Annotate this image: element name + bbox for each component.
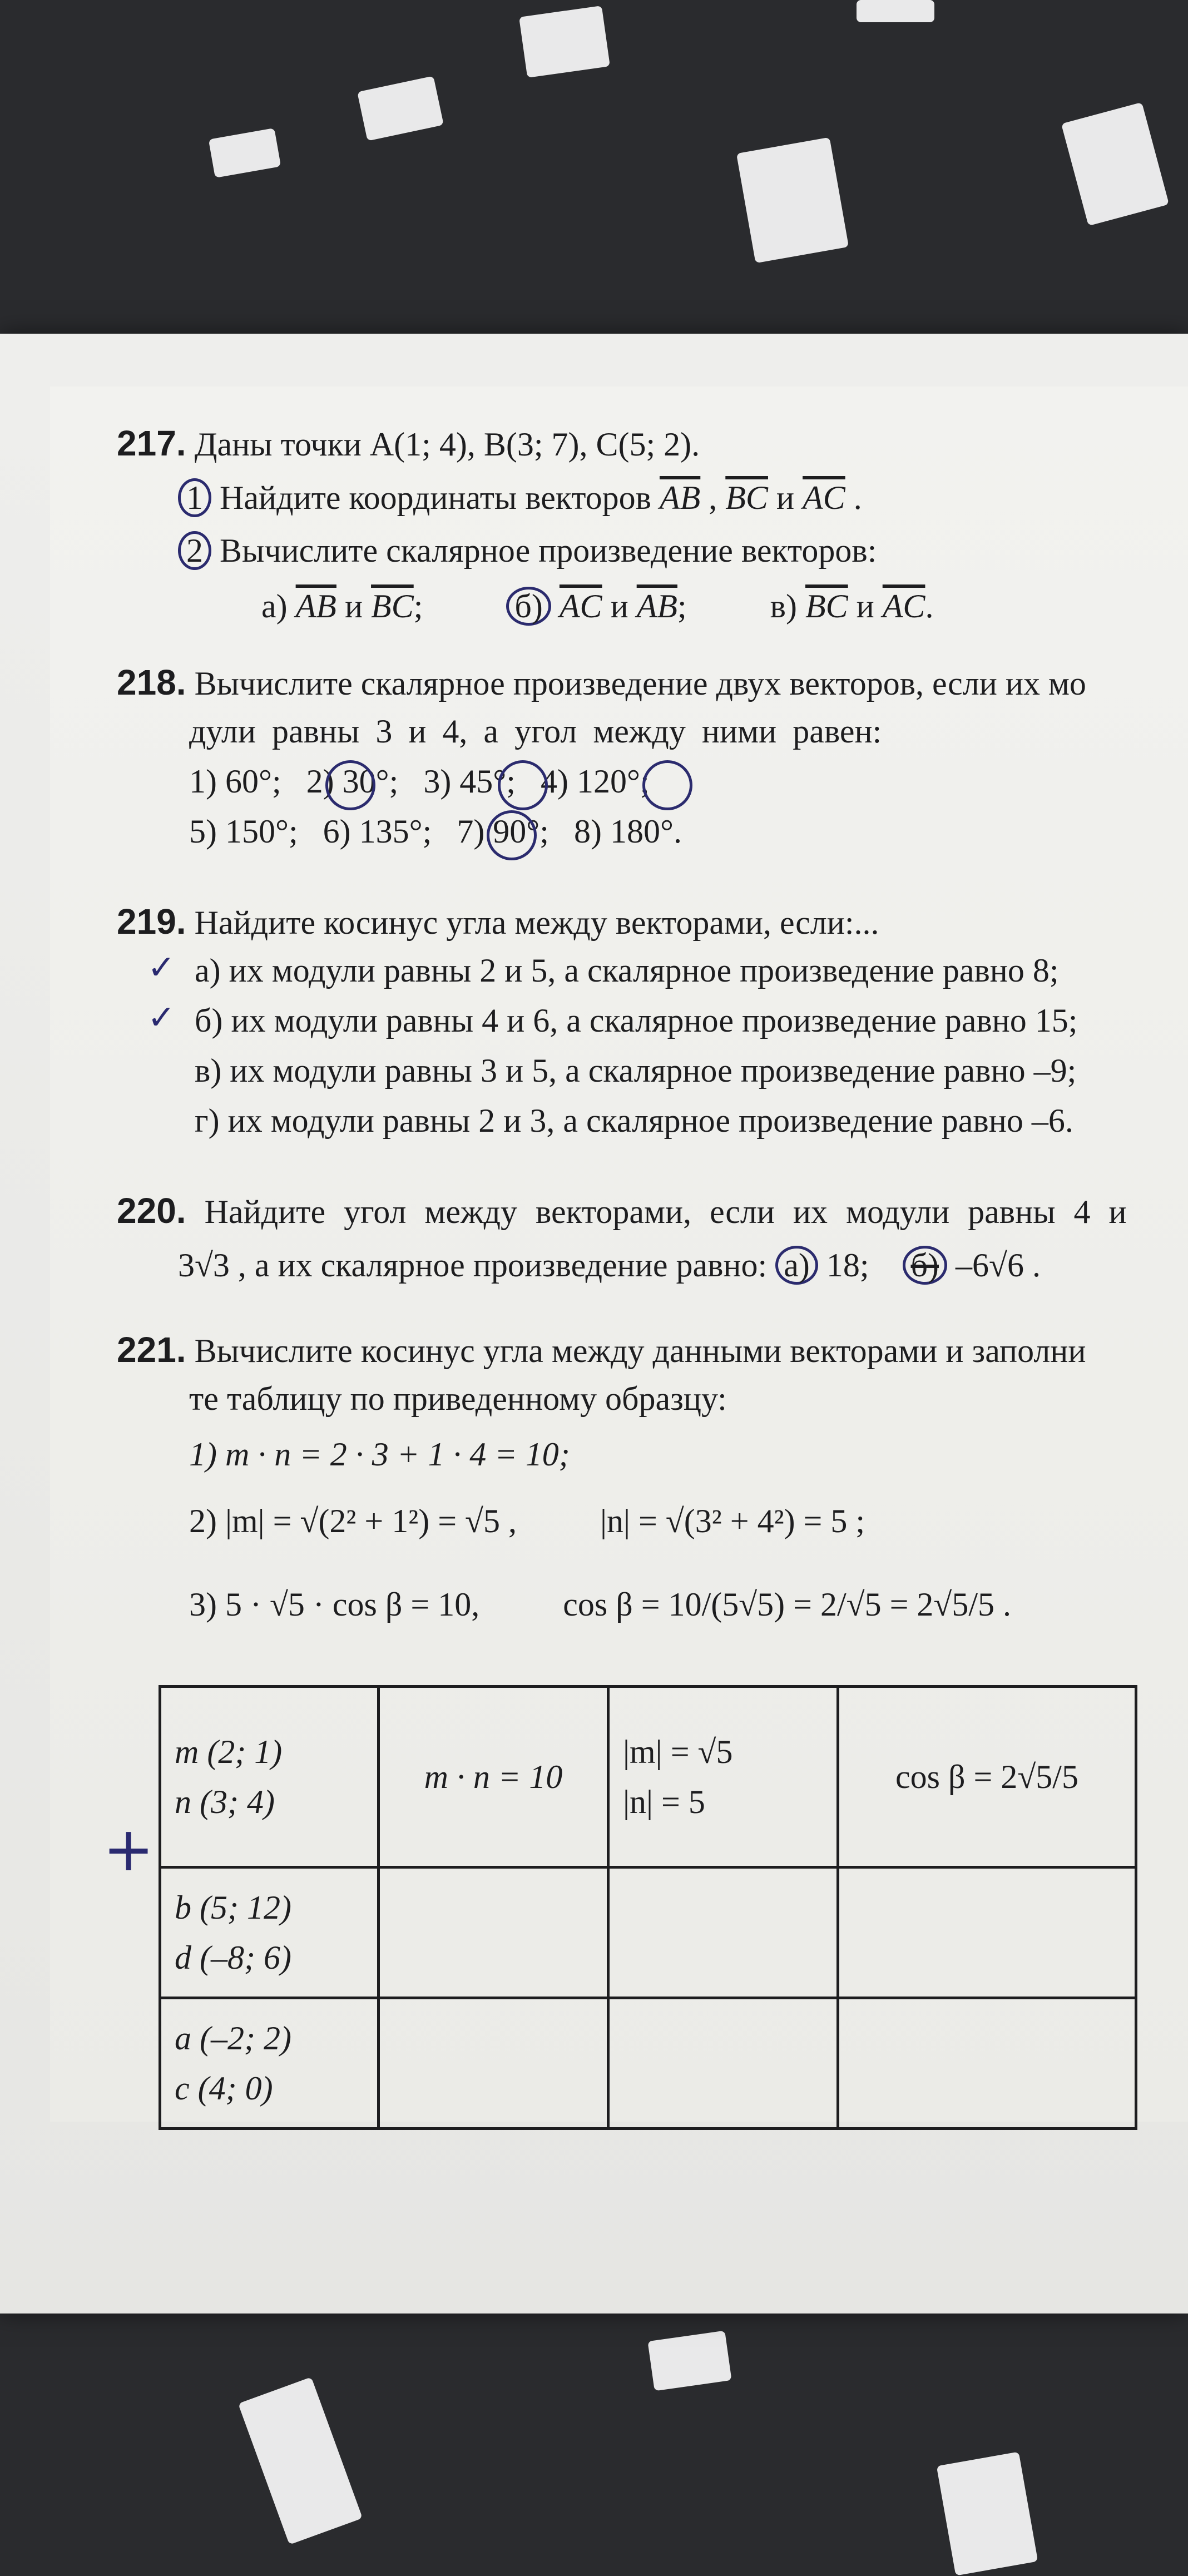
background-square [519,6,610,78]
conjunction: и [776,479,795,516]
hand-circle-mark [325,760,375,810]
page-content [50,387,1188,2122]
table-row [160,1998,1136,2129]
task-text: Вычислите скалярное произведение векторов: [220,532,877,569]
option-b-crossed: б) [903,1246,948,1285]
option-a: а) $\overline{AB}$ и $\overline{BC}$; [261,588,423,625]
vector-bc: $\overline{BC}$ [725,479,768,516]
problem-218-line1 [117,662,1086,702]
problem-218-angles-row2: 5) 150°; 6) 135°; 7) 90°; 8) 180°. [189,813,682,850]
sample-step-2: 2) |m| = √(2² + 1²) = √5 , |n| = √(3² + 4²) = 5 ; [189,1503,865,1539]
problem-218-angles-row1: 1) 60°; 2) 30°; 3) 45°; 4) 120°; [189,763,650,800]
table-cell-vectors: b (5; 12) d (–8; 6) [160,1867,379,1998]
hand-circle-mark [642,760,692,810]
option-a-circled: а) [775,1246,818,1285]
option-c: в) $\overline{BC}$ и $\overline{AC}$. [770,588,934,625]
problem-220-line2: 3√3 , а их скалярное произведение равно: а) 18; б) –6√6 . [178,1247,1041,1284]
plus-mark: + [103,1814,155,1885]
sample-step-1: 1) m · n = 2 · 3 + 1 · 4 = 10; [189,1436,570,1473]
problem-219-item-c: в) их модули равны 3 и 5, а скалярное произведение равно –9; [195,1052,1077,1089]
problem-221-line2: те таблицу по приведенному образцу: [189,1380,727,1417]
textbook-page [0,334,1188,2314]
check-mark: ✓ [147,948,176,987]
problem-number: 218. [117,662,186,702]
background-square [238,2377,363,2545]
background-square [1061,102,1169,226]
table-cell-modules: |m| = √5 |n| = 5 [608,1687,838,1867]
table-cell-cos: cos β = 2√5/5 [838,1687,1136,1867]
problem-220-line1 [117,1191,1127,1231]
problem-number: 219. [117,901,186,942]
background-square [857,0,934,22]
problem-219-item-d: г) их модули равны 2 и 3, а скалярное произведение равно –6. [195,1102,1073,1139]
vector-ac: $\overline{AC}$ [803,479,845,516]
background-square [209,128,281,178]
sample-step-3: 3) 5 · √5 · cos β = 10, cos β = 10/(5√5) = 2/√5 = 2√5/5 . [189,1586,1011,1623]
problem-218-line2: дули равны 3 и 4, а угол между ними равен: [189,713,882,750]
problem-number: 220. [117,1191,186,1231]
problem-219-header [117,901,879,942]
problem-221-line1 [117,1332,1086,1368]
problem-219-item-b: б) их модули равны 4 и 6, а скалярное произведение равно 15; [195,1002,1078,1039]
table-cell-vectors: m (2; 1) n (3; 4) [160,1687,379,1867]
table-cell-dot: m · n = 10 [379,1687,608,1867]
task-circle-mark: 2 [178,531,211,570]
problem-text: Вычислите скалярное произведение двух векторов, если их мо [194,665,1086,702]
table-cell-empty[interactable] [608,1867,838,1998]
problem-text: Даны точки A(1; 4), B(3; 7), C(5; 2). [194,426,700,463]
table-cell-empty[interactable] [838,1998,1136,2129]
background-square [937,2451,1038,2575]
hand-circle-mark [498,760,548,810]
table-cell-empty[interactable] [379,1867,608,1998]
problem-219-item-a: а) их модули равны 2 и 5, а скалярное произведение равно 8; [195,952,1059,989]
task-text: Найдите координаты векторов [220,479,651,516]
problem-217-header [117,425,700,461]
check-mark: ✓ [147,998,176,1037]
table-row [160,1867,1136,1998]
vector-ab: $\overline{AB}$ [659,479,701,516]
problem-number: 217. [117,423,186,463]
table-cell-empty[interactable] [608,1998,838,2129]
problem-text: Вычислите косинус угла между данными векторами и заполни [194,1332,1086,1369]
problem-text: Найдите косинус угла между векторами, если:... [194,904,879,941]
problem-217-task1: 1 Найдите координаты векторов $\overline{AB}$ , $\overline{BC}$ и $\overline{AC}$ . [178,478,862,517]
hand-circle-mark [487,810,537,860]
answer-table [159,1685,1137,2130]
option-b: б) $\overline{AC}$ и $\overline{AB}$; [506,588,695,625]
problem-text: Найдите угол между векторами, если их модули равны 4 и [204,1193,1127,1230]
table-cell-empty[interactable] [379,1998,608,2129]
problem-217-task2 [178,531,877,570]
problem-number: 221. [117,1330,186,1370]
background-square [736,137,849,263]
background-square [647,2331,731,2391]
background-square [357,76,444,141]
table-cell-empty[interactable] [838,1867,1136,1998]
task-circle-mark: 1 [178,478,211,517]
problem-217-options [261,587,933,626]
table-cell-vectors: a (–2; 2) c (4; 0) [160,1998,379,2129]
table-row [160,1687,1136,1867]
